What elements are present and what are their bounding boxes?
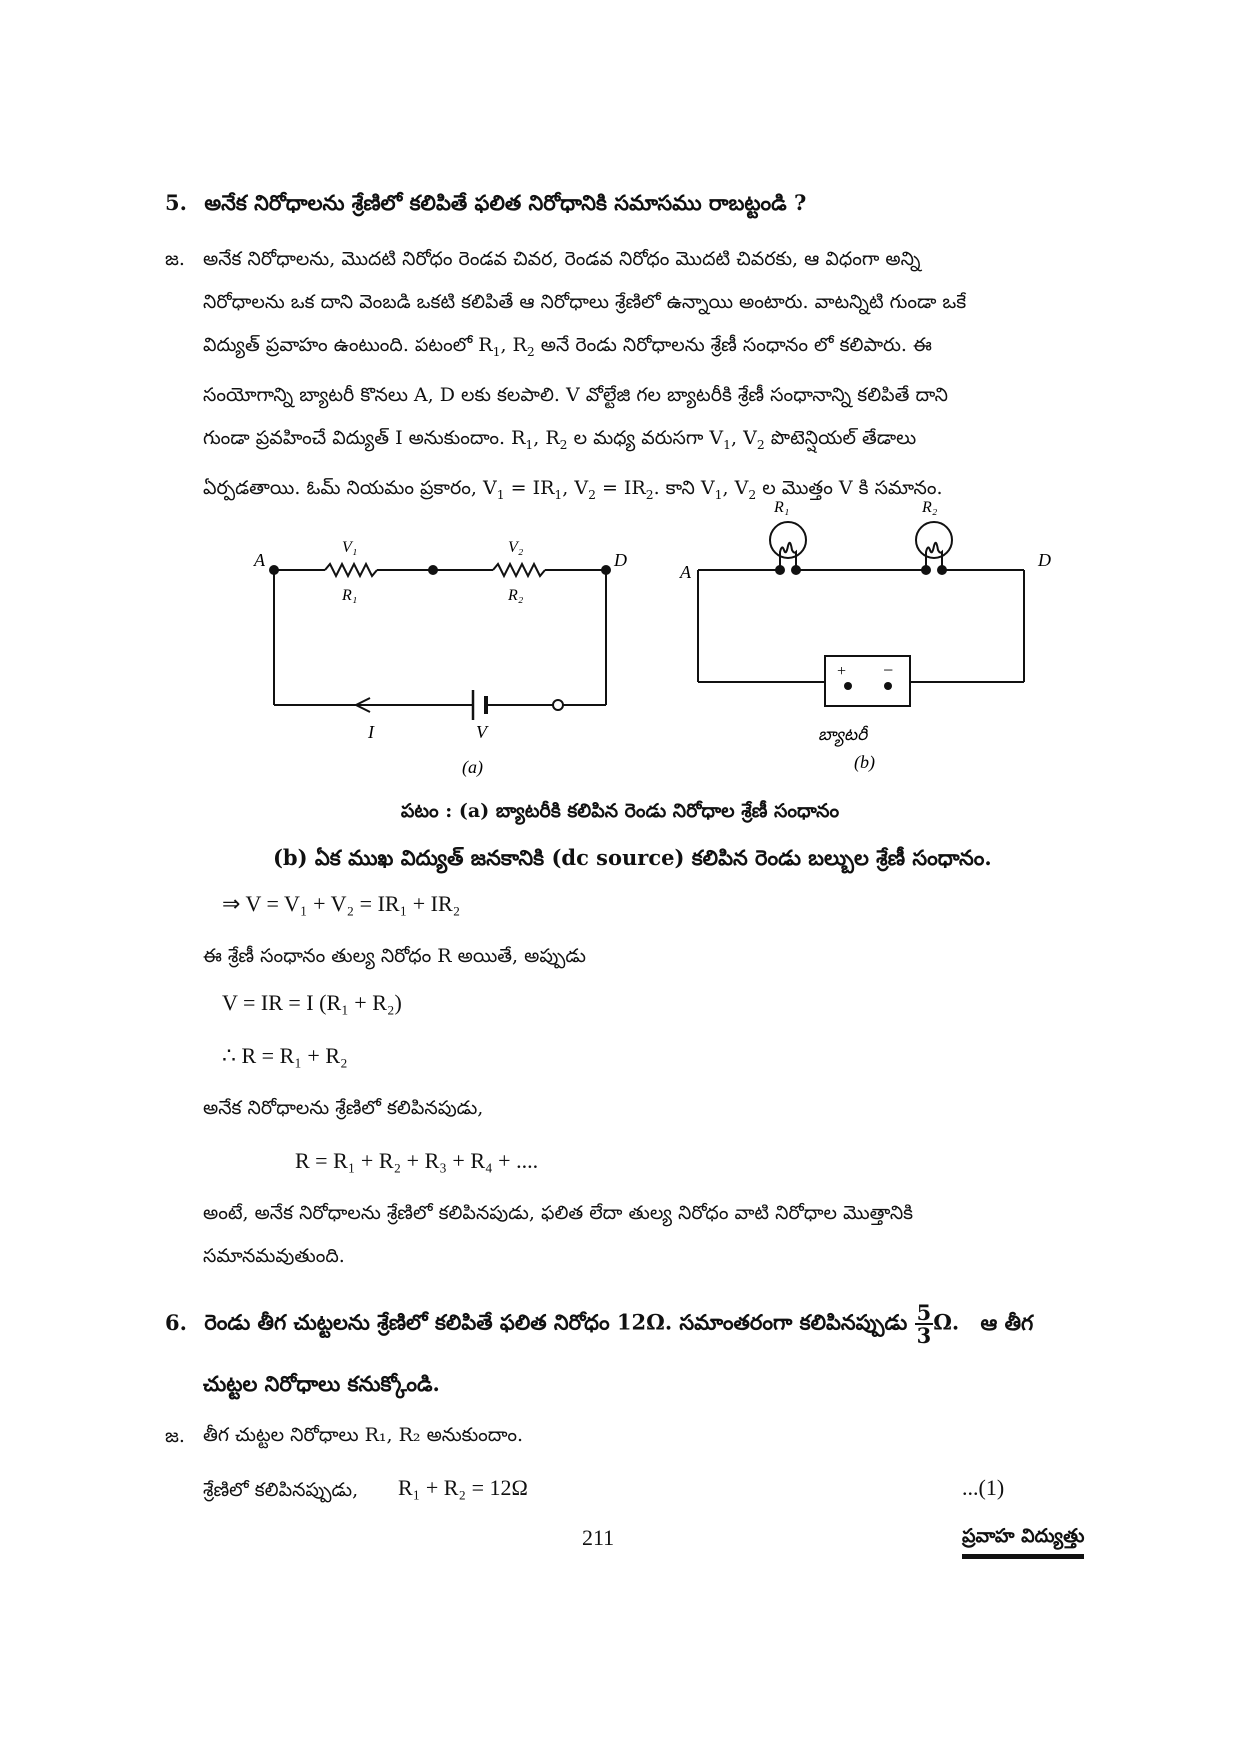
label-r1: R₁ xyxy=(774,499,790,516)
label-d: D xyxy=(1038,550,1051,570)
derivation-text-2: అనేక నిరోధాలను శ్రేణిలో కలిపినపుడు, xyxy=(203,1097,484,1119)
label-r1: R₁ xyxy=(342,587,358,604)
equation-ref-1: ...(1) xyxy=(962,1475,1005,1500)
question-text: అనేక నిరోధాలను శ్రేణిలో కలిపితే ఫలిత నిరోధానికి సమాసము రాబట్టండి ? xyxy=(204,190,807,215)
page-number: 211 xyxy=(582,1525,615,1550)
resistor-r1 xyxy=(325,564,377,576)
question-5 xyxy=(165,190,806,221)
label-plus: + xyxy=(836,663,847,680)
answer-marker: జ. xyxy=(165,1425,185,1447)
answer-6-line2-text: శ్రేణిలో కలిపినప్పుడు, xyxy=(203,1479,359,1501)
circuit-diagram-b xyxy=(670,488,1080,793)
battery-pos-terminal xyxy=(844,682,852,690)
text-line: నిరోధాలను ఒక దాని వెంబడి ఒకటి కలిపితే ఆ నిరోధాలు శ్రేణిలో ఉన్నాయి అంటారు. వాటన్నిటి గుండా ఒకే xyxy=(203,291,967,313)
bulb-r1 xyxy=(770,522,806,570)
label-minus: − xyxy=(882,660,895,680)
equation-series-sum: R₁ + R₂ = 12Ω xyxy=(398,1475,528,1500)
resistor-r2 xyxy=(493,564,545,576)
label-v2: V₂ xyxy=(508,539,524,556)
text-line: సమానమవుతుంది. xyxy=(203,1245,345,1267)
label-a: A xyxy=(680,562,691,582)
battery-neg-terminal xyxy=(884,682,892,690)
subfig-label-a: (a) xyxy=(462,757,483,777)
subfig-label-b: (b) xyxy=(854,752,875,772)
figure-caption-1: పటం : (a) బ్యాటరీకి కలిపిన రెండు నిరోధాల శ్రేణీ సంధానం xyxy=(400,800,840,822)
question-6: 6. రెండు తీగ చుట్టలను శ్రేణిలో కలిపితే ఫలిత నిరోధం 12Ω. సమాంతరంగా కలిపినప్పుడు $\frac{5}{3}$ Ω. ఆ తీగ xyxy=(165,1300,1034,1348)
chapter-title: ప్రవాహ విద్యుత్తు xyxy=(962,1525,1084,1559)
label-i: I xyxy=(368,722,374,742)
label-battery: బ్యాటరీ xyxy=(818,725,868,744)
fraction-5-3: $\frac{5}{3}$ xyxy=(916,1300,932,1348)
question-text: రెండు తీగ చుట్టలను శ్రేణిలో కలిపితే ఫలిత నిరోధం 12Ω. సమాంతరంగా కలిపినప్పుడు xyxy=(204,1309,908,1335)
label-a: A xyxy=(254,550,265,570)
text-line: విద్యుత్ ప్రవాహం ఉంటుంది. పటంలో $R_1$, $R_2$ అనే రెండు నిరోధాలను శ్రేణీ సంధానం లో కలిపారు. ఈ xyxy=(203,334,932,359)
label-v1: V₁ xyxy=(342,539,358,556)
question-number: 6. xyxy=(165,1309,187,1335)
text-line: అంటే, అనేక నిరోధాలను శ్రేణిలో కలిపినపుడు, ఫలిత లేదా తుల్య నిరోధం వాటి నిరోధాల మొత్తానికి xyxy=(203,1202,914,1224)
node-d xyxy=(601,565,611,575)
derivation-text-1: ఈ శ్రేణీ సంధానం తుల్య నిరోధం R అయితే, అప్పుడు xyxy=(203,945,586,967)
answer-marker: జ. xyxy=(165,248,185,270)
label-r2: R₂ xyxy=(508,587,524,604)
figure-caption-2: (b) ఏక ముఖ విద్యుత్ జనకానికి (dc source) కలిపిన రెండు బల్బుల శ్రేణీ సంధానం. xyxy=(273,845,992,870)
equation-2: V = IR = I (R₁ + R₂) xyxy=(222,990,402,1015)
question-6-line2: చుట్టల నిరోధాలు కనుక్కోండి. xyxy=(203,1371,440,1396)
label-d: D xyxy=(614,550,627,570)
text-line: సంయోగాన్ని బ్యాటరీ కొనలు A, D లకు కలపాలి. V వోల్టేజి గల బ్యాటరీకి శ్రేణీ సంధానాన్ని కలిపితే దాని xyxy=(203,383,948,406)
conclusion-paragraph xyxy=(203,1192,1083,1278)
text-line: గుండా ప్రవహించే విద్యుత్ I అనుకుందాం. $R_1$, $R_2$ ల మధ్య వరుసగా $V_1$, $V_2$ పొటెన్షియల్ తేడాలు xyxy=(203,426,917,452)
equation-4: R = R₁ + R₂ + R₃ + R₄ + .... xyxy=(295,1148,539,1173)
answer-5-paragraph xyxy=(203,238,1083,516)
label-r2: R₂ xyxy=(922,499,938,516)
answer-6-line1: తీగ చుట్టల నిరోధాలు R₁, R₂ అనుకుందాం. xyxy=(203,1424,524,1446)
equation-1: ⇒ V = V₁ + V₂ = IR₁ + IR₂ xyxy=(222,891,461,916)
equation-3: ∴ R = R₁ + R₂ xyxy=(222,1043,348,1068)
question-number: 5. xyxy=(165,190,187,215)
text-line: ఏర్పడతాయి. ఓమ్ నియమం ప్రకారం, $V_1 = IR_1$, $V_2 = IR_2$. కాని $V_1$, $V_2$ ల మొత్తం V కి సమానం. xyxy=(203,476,943,502)
circuit-diagram-a xyxy=(240,520,630,790)
terminal xyxy=(553,700,563,710)
node-mid xyxy=(428,565,438,575)
text-line: అనేక నిరోధాలను, మొదటి నిరోధం రెండవ చివర, రెండవ నిరోధం మొదటి చివరకు, ఆ విధంగా అన్ని xyxy=(203,248,921,270)
label-v: V xyxy=(476,722,487,742)
bulb-r2 xyxy=(916,522,952,570)
node-a xyxy=(269,565,279,575)
